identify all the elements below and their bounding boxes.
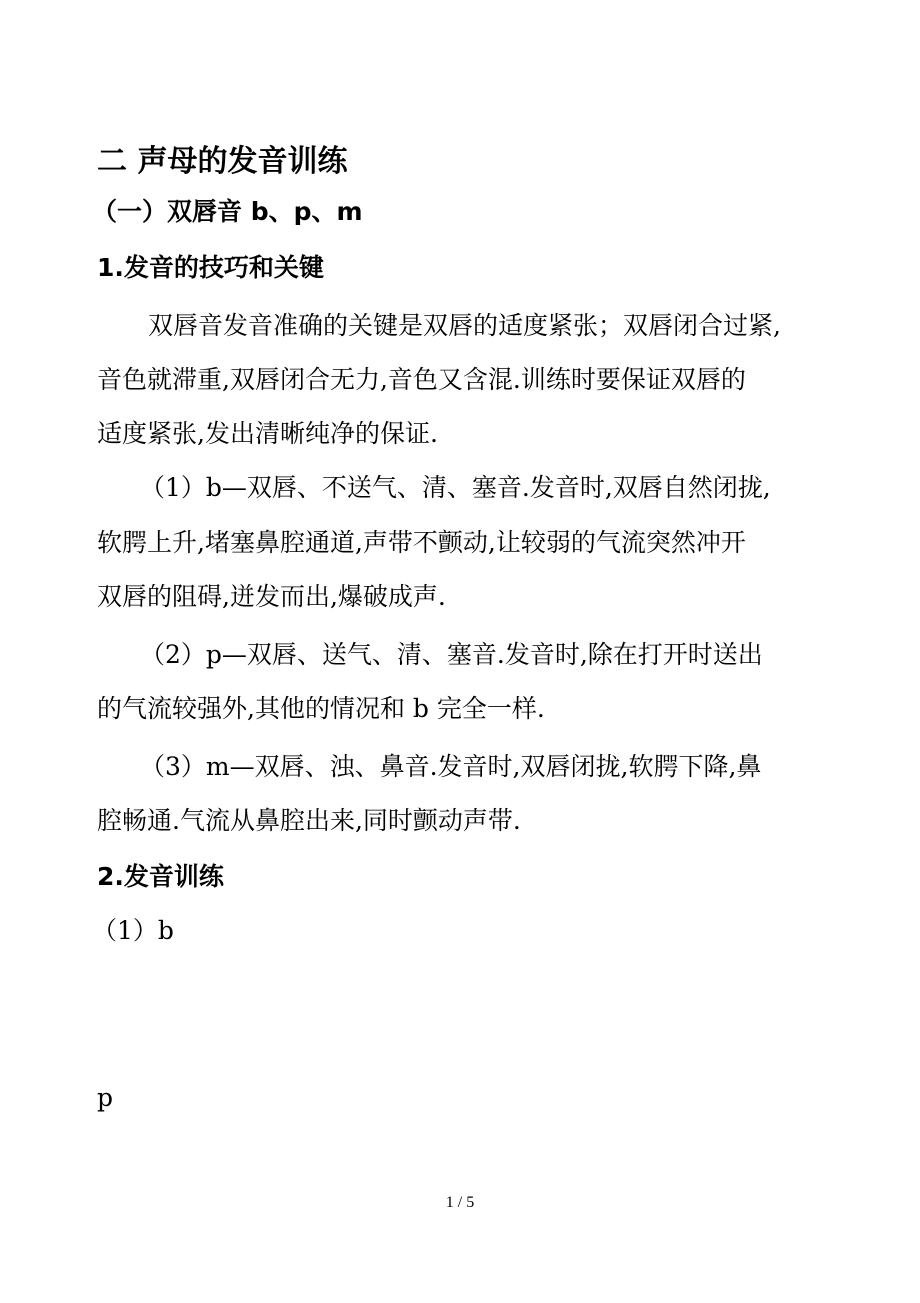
paragraph-line: 双唇音发音准确的关键是双唇的适度紧张；双唇闭合过紧, xyxy=(148,311,781,340)
paragraph-line: 适度紧张,发出清晰纯净的保证. xyxy=(97,419,438,448)
heading-training: 2.发音训练 xyxy=(97,862,224,891)
paragraph-line: 双唇的阻碍,迸发而出,爆破成声. xyxy=(97,582,446,611)
document-title: 二 声母的发音训练 xyxy=(97,144,348,179)
paragraph-line: 的气流较强外,其他的情况和 b 完全一样. xyxy=(97,694,545,723)
heading-techniques: 1.发音的技巧和关键 xyxy=(97,253,324,282)
paragraph-line: 音色就滞重,双唇闭合无力,音色又含混.训练时要保证双唇的 xyxy=(97,365,746,394)
paragraph-line: 腔畅通.气流从鼻腔出来,同时颤动声带. xyxy=(97,806,521,835)
item-b: （1）b xyxy=(92,916,174,945)
page-number: 1 / 5 xyxy=(445,1194,475,1211)
paragraph-line: 软腭上升,堵塞鼻腔通道,声带不颤动,让较弱的气流突然冲开 xyxy=(97,528,746,557)
paragraph-line: （3）m—双唇、浊、鼻音.发音时,双唇闭拢,软腭下降,鼻 xyxy=(140,752,762,781)
paragraph-line: （1）b—双唇、不送气、清、塞音.发音时,双唇自然闭拢, xyxy=(140,473,771,502)
item-p: p xyxy=(97,1083,114,1112)
paragraph-line: （2）p—双唇、送气、清、塞音.发音时,除在打开时送出 xyxy=(140,640,763,669)
section-subtitle: （一）双唇音 b、p、m xyxy=(92,197,363,226)
